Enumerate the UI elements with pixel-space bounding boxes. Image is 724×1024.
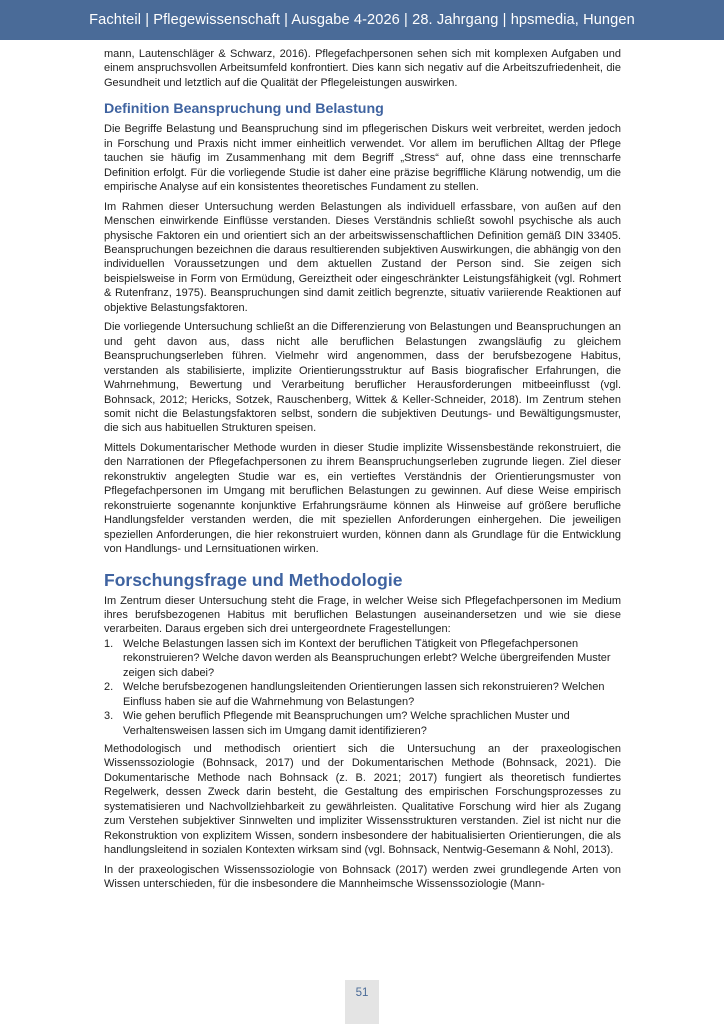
- body-paragraph: Methodologisch und methodisch orientiert sich die Untersuchung an der praxeologischen Wissenssoziologie (Bohnsack, 2017) und der Dokumentarischen Methode (Bohnsack, 2021). Die Dokumentarische Methode nach Bohnsack (z. B. 2021; 2017) fungiert als theoretisch fundiertes Regelwerk, dessen Zweck darin besteht, die Gestaltung des empirischen Forschungsprozesses zu systematisieren und Nachvollziehbarkeit zu gewährleisten. Qualitative Forschung wird hier als Zugang zum Verstehen subjektiver Sinnwelten und impliziter Wissensstrukturen verstanden. Ziel ist nicht nur die Rekonstruktion von explizitem Wissen, sondern insbesondere der habitualisierten Orientierungen, die als handlungsleitend in sozialen Kontexten wirksam sind (vgl. Bohnsack, Nentwig-Gesemann & Nohl, 2013).: [104, 743, 621, 857]
- list-item-number: 2.: [104, 681, 114, 694]
- page-number-label: 51: [355, 987, 369, 999]
- list-item-text: Welche Belastungen lassen sich im Kontext der beruflichen Tätigkeit von Pflegefachpersonen rekonstruieren? Welche davon werden als Beanspruchungen erlebt? Welche übergreifenden Muster zeigen sich dabei?: [123, 637, 611, 679]
- research-questions-list: [104, 637, 621, 738]
- body-paragraph: Im Zentrum dieser Untersuchung steht die Frage, in welcher Weise sich Pflegefachpersonen im Medium ihres berufsbezogenen Habitus mit beruflichen Belastungen auseinandersetzen und wie sie diese verarbeiten. Daraus ergeben sich drei untergeordnete Fragestellungen:: [104, 594, 621, 636]
- body-paragraph: Im Rahmen dieser Untersuchung werden Belastungen als individuell erfassbare, von außen auf den Menschen einwirkende Einflüsse verstanden. Dieses Verständnis schließt sowohl psychische als auch physische Faktoren ein und orientiert sich an der arbeitswissenschaftlichen Definition gemäß DIN 33405. Beanspruchungen bezeichnen die daraus resultierenden subjektiven Auswirkungen, die abhängig von den individuellen Voraussetzungen und dem aktuellen Zustand der Person sind. Sie zeigen sich beispielsweise in Form von Ermüdung, Gereiztheit oder eingeschränkter Leistungsfähigkeit (vgl. Rohmert & Rutenfranz, 1975). Beanspruchungen sind damit zeitlich begrenzte, situativ variierende Reaktionen auf objektive Belastungsfaktoren.: [104, 200, 621, 314]
- section-heading-research-question: Forschungsfrage und Methodologie: [104, 569, 403, 590]
- list-item-text: Wie gehen beruflich Pflegende mit Beanspruchungen um? Welche sprachlichen Muster und Verhaltensweisen lassen sich im Umgang damit identifizieren?: [123, 710, 570, 737]
- running-title: Fachteil | Pflegewissenschaft | Ausgabe 4-2026 | 28. Jahrgang | hpsmedia, Hungen: [89, 12, 635, 28]
- page-number: [345, 980, 379, 1024]
- section-heading-definition: Definition Beanspruchung und Belastung: [104, 101, 384, 118]
- list-item-text: Welche berufsbezogenen handlungsleitenden Orientierungen lassen sich rekonstruieren? Welchen Einfluss haben sie auf die Wahrnehmung von Belastungen?: [123, 681, 605, 708]
- body-paragraph: In der praxeologischen Wissenssoziologie von Bohnsack (2017) werden zwei grundlegende Arten von Wissen unterschieden, für die insbesondere die Mannheimsche Wissenssoziologie (Mann-: [104, 863, 621, 891]
- list-item-number: 3.: [104, 710, 114, 723]
- article-body: [104, 47, 621, 897]
- running-header: [0, 0, 724, 40]
- list-item: [104, 709, 621, 738]
- list-item-number: 1.: [104, 637, 114, 650]
- body-paragraph: Die Begriffe Belastung und Beanspruchung sind im pflegerischen Diskurs weit verbreitet, werden jedoch in Forschung und Praxis nicht immer einheitlich verwendet. Vor allem im beruflichen Alltag der Pflege tauchen sie häufig im Zusammenhang mit dem Begriff „Stress“ auf, ohne dass eine trennscharfe Definition erfolgt. Für die vorliegende Studie ist daher eine präzise begriffliche Klärung notwendig, um die empirische Analyse auf ein konsistentes theoretisches Fundament zu stellen.: [104, 123, 621, 194]
- body-paragraph: Die vorliegende Untersuchung schließt an die Differenzierung von Belastungen und Beanspruchungen an und geht davon aus, dass nicht alle beruflichen Belastungen zwangsläufig zu gleichem Beanspruchungserleben führen. Vielmehr wird angenommen, dass der berufsbezogene Habitus, verstanden als stabilisierte, implizite Orientierungsstruktur auf Basis biografischer Erfahrungen, die Wahrnehmung, Bewertung und Verarbeitung beruflicher Herausforderungen mitbeeinflusst (vgl. Bohnsack, 2012; Hericks, Sotzek, Rauschenberg, Wittek & Keller-Schneider, 2018). Im Zentrum stehen somit nicht die Belastungsfaktoren selbst, sondern die subjektiven Deutungs- und Bewältigungsmuster, die sich aus habituellen Strukturen speisen.: [104, 321, 621, 435]
- intro-paragraph: mann, Lautenschläger & Schwarz, 2016). Pflegefachpersonen sehen sich mit komplexen Aufgaben und einem anspruchsvollen Arbeitsumfeld konfrontiert. Dies kann sich negativ auf die Arbeitszufriedenheit, die Gesundheit und letztlich auf die Qualität der Pflegeleistungen auswirken.: [104, 48, 621, 89]
- list-item: [104, 680, 621, 709]
- list-item: [104, 637, 621, 680]
- body-paragraph: Mittels Dokumentarischer Methode wurden in dieser Studie implizite Wissensbestände rekonstruiert, die den Narrationen der Pflegefachpersonen zu ihrem Beanspruchungserleben zugrunde liegen. Ziel dieser rekonstruktiv angelegten Studie war es, ein vertieftes Verständnis der Orientierungsmuster von Pflegefachpersonen im Umgang mit beruflichen Belastungen zu gewinnen. Auf diese Weise empirisch rekonstruierte sogenannte konjunktive Erfahrungsräume können als Hinweise auf größere berufliche Handlungsfelder verstanden werden, die mit speziellen Anforderungen einhergehen. Die jeweiligen speziellen Anforderungen, die hier rekonstruiert wurden, können dann als Grundlage für die Entwicklung von Handlungs- und Lernsituationen wirken.: [104, 441, 621, 556]
